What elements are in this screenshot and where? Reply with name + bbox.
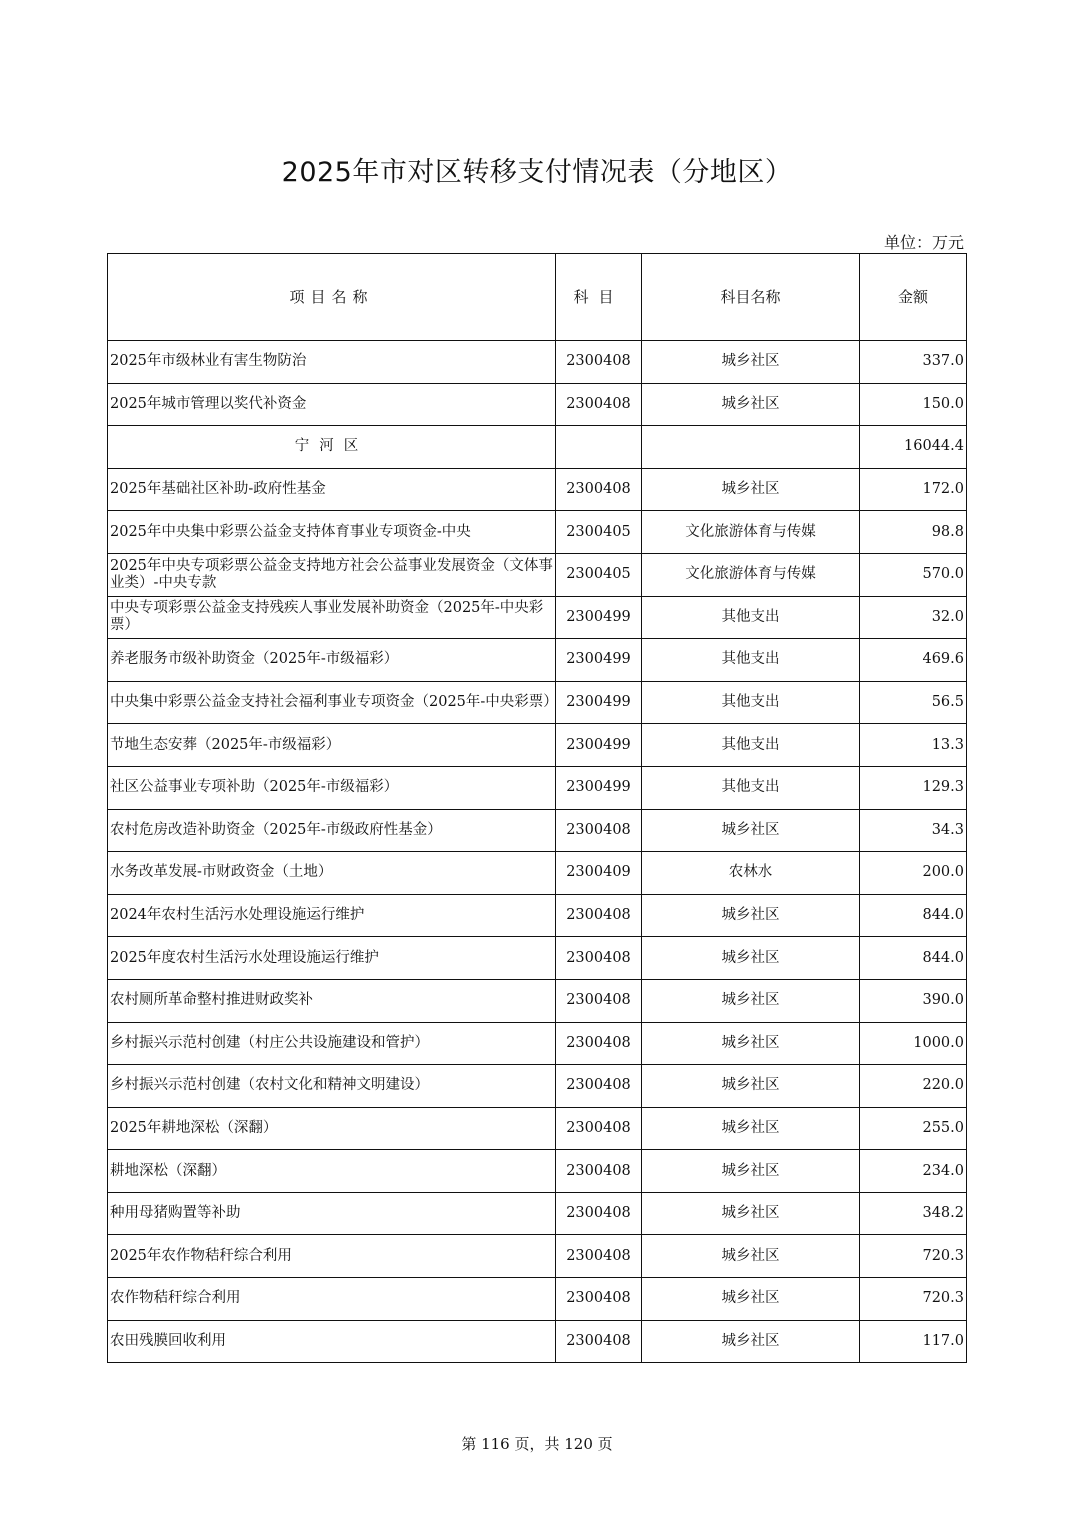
code-name-cell: 城乡社区: [642, 1107, 860, 1150]
project-name-cell: 农作物秸秆综合利用: [108, 1278, 556, 1321]
amount-cell: 220.0: [860, 1065, 967, 1108]
code-name-cell: 城乡社区: [642, 937, 860, 980]
page-footer: 第 116 页，共 120 页: [461, 1435, 613, 1453]
project-name-cell: 2024年农村生活污水处理设施运行维护: [108, 894, 556, 937]
project-name-cell: 中央集中彩票公益金支持社会福利事业专项资金（2025年-中央彩票）: [108, 681, 556, 724]
code-name-cell: 文化旅游体育与传媒: [642, 553, 860, 596]
code-cell: 2300408: [556, 1320, 642, 1363]
table-header-row: [108, 254, 967, 341]
project-name-cell: 社区公益事业专项补助（2025年-市级福彩）: [108, 766, 556, 809]
project-name-cell: 农村厕所革命整村推进财政奖补: [108, 979, 556, 1022]
table-row: [108, 1150, 967, 1193]
code-name-cell: 文化旅游体育与传媒: [642, 511, 860, 554]
amount-cell: 469.6: [860, 639, 967, 682]
amount-cell: 34.3: [860, 809, 967, 852]
code-cell: 2300408: [556, 1065, 642, 1108]
code-cell: 2300499: [556, 639, 642, 682]
amount-cell: 234.0: [860, 1150, 967, 1193]
amount-cell: 348.2: [860, 1192, 967, 1235]
table-row: [108, 468, 967, 511]
table-row: [108, 894, 967, 937]
table-row: [108, 1192, 967, 1235]
code-name-cell: 城乡社区: [642, 894, 860, 937]
code-cell: 2300408: [556, 383, 642, 426]
header-project-name: 项目名称: [108, 254, 556, 341]
amount-cell: 98.8: [860, 511, 967, 554]
project-name-cell: 养老服务市级补助资金（2025年-市级福彩）: [108, 639, 556, 682]
project-name-cell: 2025年耕地深松（深翻）: [108, 1107, 556, 1150]
amount-cell: 720.3: [860, 1235, 967, 1278]
page-title: 2025年市对区转移支付情况表（分地区）: [281, 157, 793, 188]
project-name-cell: 2025年度农村生活污水处理设施运行维护: [108, 937, 556, 980]
table-row: [108, 1320, 967, 1363]
project-name-cell: 种用母猪购置等补助: [108, 1192, 556, 1235]
code-cell: 2300405: [556, 511, 642, 554]
code-cell: 2300499: [556, 724, 642, 767]
code-name-cell: 城乡社区: [642, 468, 860, 511]
amount-cell: 13.3: [860, 724, 967, 767]
code-cell: 2300408: [556, 1022, 642, 1065]
code-cell: [556, 426, 642, 469]
code-cell: 2300408: [556, 1192, 642, 1235]
project-name-cell: 中央专项彩票公益金支持残疾人事业发展补助资金（2025年-中央彩票）: [108, 596, 556, 639]
project-name-cell: 乡村振兴示范村创建（村庄公共设施建设和管护）: [108, 1022, 556, 1065]
table-row: [108, 809, 967, 852]
table-row: [108, 724, 967, 767]
code-cell: 2300408: [556, 937, 642, 980]
code-name-cell: 城乡社区: [642, 979, 860, 1022]
code-name-cell: 城乡社区: [642, 809, 860, 852]
amount-cell: 56.5: [860, 681, 967, 724]
header-code-name: 科目名称: [642, 254, 860, 341]
code-name-cell: 城乡社区: [642, 383, 860, 426]
code-name-cell: 其他支出: [642, 724, 860, 767]
code-name-cell: 城乡社区: [642, 1278, 860, 1321]
project-name-cell: 水务改革发展-市财政资金（土地）: [108, 852, 556, 895]
code-name-cell: 城乡社区: [642, 341, 860, 384]
project-name-cell: 2025年中央集中彩票公益金支持体育事业专项资金-中央: [108, 511, 556, 554]
region-name-cell: 宁河区: [108, 426, 556, 469]
table-row: [108, 383, 967, 426]
code-cell: 2300408: [556, 979, 642, 1022]
project-name-cell: 农田残膜回收利用: [108, 1320, 556, 1363]
project-name-cell: 2025年城市管理以奖代补资金: [108, 383, 556, 426]
amount-cell: 255.0: [860, 1107, 967, 1150]
project-name-cell: 节地生态安葬（2025年-市级福彩）: [108, 724, 556, 767]
table-row: [108, 1065, 967, 1108]
amount-cell: 1000.0: [860, 1022, 967, 1065]
amount-cell: 117.0: [860, 1320, 967, 1363]
code-cell: 2300499: [556, 596, 642, 639]
code-name-cell: 城乡社区: [642, 1235, 860, 1278]
code-name-cell: 农林水: [642, 852, 860, 895]
amount-cell: 337.0: [860, 341, 967, 384]
table-row: [108, 341, 967, 384]
table-row: [108, 1022, 967, 1065]
project-name-cell: 2025年基础社区补助-政府性基金: [108, 468, 556, 511]
amount-cell: 570.0: [860, 553, 967, 596]
code-name-cell: 城乡社区: [642, 1320, 860, 1363]
code-name-cell: 城乡社区: [642, 1065, 860, 1108]
table-row: [108, 1107, 967, 1150]
code-name-cell: 其他支出: [642, 639, 860, 682]
code-cell: 2300409: [556, 852, 642, 895]
amount-cell: 172.0: [860, 468, 967, 511]
code-cell: 2300408: [556, 1107, 642, 1150]
table-row: [108, 979, 967, 1022]
code-name-cell: 其他支出: [642, 596, 860, 639]
table-body: [108, 341, 967, 1363]
code-cell: 2300408: [556, 468, 642, 511]
code-cell: 2300408: [556, 1235, 642, 1278]
code-cell: 2300408: [556, 809, 642, 852]
project-name-cell: 农村危房改造补助资金（2025年-市级政府性基金）: [108, 809, 556, 852]
amount-cell: 129.3: [860, 766, 967, 809]
transfer-table: [107, 253, 967, 1363]
header-amount: 金额: [860, 254, 967, 341]
code-cell: 2300408: [556, 341, 642, 384]
amount-cell: 200.0: [860, 852, 967, 895]
project-name-cell: 2025年市级林业有害生物防治: [108, 341, 556, 384]
amount-cell: 720.3: [860, 1278, 967, 1321]
code-cell: 2300408: [556, 1150, 642, 1193]
project-name-cell: 2025年农作物秸秆综合利用: [108, 1235, 556, 1278]
unit-label: 单位：万元: [883, 233, 964, 252]
amount-cell: 32.0: [860, 596, 967, 639]
code-name-cell: [642, 426, 860, 469]
table-row: [108, 553, 967, 596]
code-name-cell: 其他支出: [642, 766, 860, 809]
project-name-cell: 耕地深松（深翻）: [108, 1150, 556, 1193]
code-name-cell: 城乡社区: [642, 1192, 860, 1235]
table-row: [108, 511, 967, 554]
project-name-cell: 2025年中央专项彩票公益金支持地方社会公益事业发展资金（文体事业类）-中央专款: [108, 553, 556, 596]
amount-cell: 150.0: [860, 383, 967, 426]
code-cell: 2300408: [556, 1278, 642, 1321]
table-row: [108, 1235, 967, 1278]
table-row: [108, 937, 967, 980]
code-cell: 2300499: [556, 766, 642, 809]
code-cell: 2300405: [556, 553, 642, 596]
header-code: 科目: [556, 254, 642, 341]
table-row: [108, 681, 967, 724]
code-cell: 2300408: [556, 894, 642, 937]
table-row: [108, 766, 967, 809]
code-name-cell: 其他支出: [642, 681, 860, 724]
table-row: [108, 596, 967, 639]
code-name-cell: 城乡社区: [642, 1022, 860, 1065]
project-name-cell: 乡村振兴示范村创建（农村文化和精神文明建设）: [108, 1065, 556, 1108]
table-row: [108, 639, 967, 682]
region-row: [108, 426, 967, 469]
amount-cell: 844.0: [860, 937, 967, 980]
table-row: [108, 852, 967, 895]
code-name-cell: 城乡社区: [642, 1150, 860, 1193]
code-cell: 2300499: [556, 681, 642, 724]
amount-cell: 390.0: [860, 979, 967, 1022]
table-row: [108, 1278, 967, 1321]
amount-cell: 844.0: [860, 894, 967, 937]
amount-cell: 16044.4: [860, 426, 967, 469]
